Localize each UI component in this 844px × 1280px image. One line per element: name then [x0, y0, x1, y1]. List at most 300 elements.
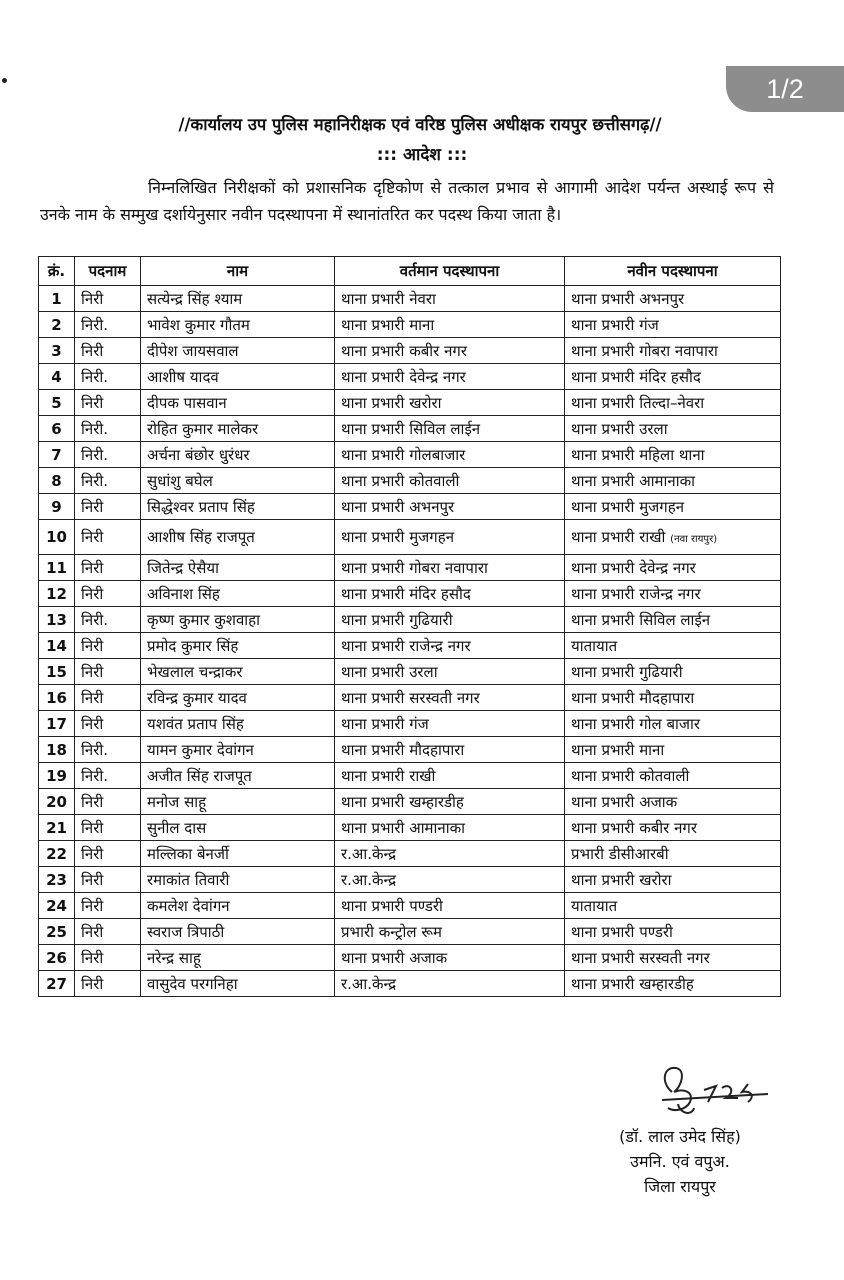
posting-note: (नवा रायपुर) [670, 534, 718, 545]
name-cell-text: भावेश कुमार गौतम [147, 315, 250, 334]
new-posting-cell [565, 442, 781, 468]
current-posting-cell-text: थाना प्रभारी मुजगहन [341, 528, 455, 546]
current-posting-cell [335, 945, 565, 971]
new-posting-cell-text: यातायात [571, 636, 618, 655]
serial-cell-text: 22 [46, 844, 67, 863]
name-cell [141, 815, 335, 841]
rank-cell [75, 893, 141, 919]
serial-cell-text: 27 [46, 974, 67, 993]
rank-cell [75, 468, 141, 494]
new-posting-cell-text: थाना प्रभारी अजाक [571, 792, 678, 811]
new-posting-cell [565, 841, 781, 867]
rank-cell [75, 685, 141, 711]
rank-cell-text: निरी [81, 341, 104, 360]
serial-cell [39, 555, 75, 581]
rank-cell [75, 312, 141, 338]
name-cell [141, 919, 335, 945]
rank-cell [75, 815, 141, 841]
rank-cell-text: निरी [81, 896, 104, 915]
rank-cell-text: निरी [81, 714, 104, 733]
table-row [39, 893, 781, 919]
table-row [39, 520, 781, 555]
current-posting-cell [335, 737, 565, 763]
rank-cell-text: निरी. [81, 740, 108, 759]
name-cell [141, 286, 335, 312]
serial-cell [39, 737, 75, 763]
table-row [39, 841, 781, 867]
name-cell [141, 763, 335, 789]
rank-cell [75, 763, 141, 789]
serial-cell-text: 5 [51, 393, 62, 412]
signatory-district: जिला रायपुर [644, 1177, 716, 1196]
name-cell-text: सुनील दास [147, 818, 207, 837]
serial-cell [39, 893, 75, 919]
serial-cell-text: 6 [51, 419, 62, 438]
current-posting-cell [335, 763, 565, 789]
name-cell-text: सत्येन्द्र सिंह श्याम [147, 289, 243, 308]
name-cell [141, 659, 335, 685]
serial-cell-text: 7 [51, 445, 62, 464]
name-cell [141, 581, 335, 607]
table-row [39, 971, 781, 997]
table-row [39, 711, 781, 737]
rank-cell-text: निरी [81, 844, 104, 863]
serial-cell-text: 12 [46, 584, 67, 603]
serial-cell [39, 711, 75, 737]
current-posting-cell [335, 555, 565, 581]
current-posting-cell-text: थाना प्रभारी उरला [341, 662, 438, 681]
table-row [39, 390, 781, 416]
new-posting-cell [565, 815, 781, 841]
table-row [39, 338, 781, 364]
rank-cell [75, 286, 141, 312]
current-posting-cell-text: थाना प्रभारी पण्डरी [341, 896, 443, 915]
current-posting-cell [335, 442, 565, 468]
current-posting-cell-text: थाना प्रभारी नेवरा [341, 289, 436, 308]
new-posting-cell [565, 659, 781, 685]
current-posting-cell [335, 607, 565, 633]
new-posting-cell-text: थाना प्रभारी पण्डरी [571, 922, 673, 941]
rank-cell-text: निरी [81, 792, 104, 811]
transfer-table [38, 256, 781, 997]
name-cell-text: दीपक पासवान [147, 393, 227, 412]
name-cell-text: आशीष यादव [147, 367, 219, 386]
new-posting-cell-text: थाना प्रभारी कबीर नगर [571, 818, 697, 837]
current-posting-cell [335, 364, 565, 390]
serial-cell-text: 17 [46, 714, 67, 733]
new-posting-cell-text: थाना प्रभारी आमानाका [571, 471, 696, 490]
serial-cell-text: 19 [46, 766, 67, 785]
name-cell-text: भेखलाल चन्द्राकर [147, 662, 243, 681]
rank-cell-text: निरी [81, 636, 104, 655]
name-cell [141, 555, 335, 581]
table-row [39, 763, 781, 789]
new-posting-cell-text: थाना प्रभारी गुढियारी [571, 662, 683, 681]
name-cell-text: यामन कुमार देवांगन [147, 740, 254, 759]
new-posting-cell-text: थाना प्रभारी मंदिर हसौद [571, 367, 701, 386]
name-cell-text: अजीत सिंह राजपूत [147, 766, 252, 785]
new-posting-cell-text: थाना प्रभारी मौदहापारा [571, 688, 695, 707]
name-cell-text: यशवंत प्रताप सिंह [147, 714, 244, 733]
name-cell [141, 841, 335, 867]
new-posting-cell [565, 520, 781, 555]
current-posting-cell [335, 581, 565, 607]
rank-cell [75, 867, 141, 893]
current-posting-cell [335, 520, 565, 555]
serial-cell-text: 21 [46, 818, 67, 837]
new-posting-cell-text: थाना प्रभारी गोल बाजार [571, 714, 701, 733]
current-posting-cell-text: थाना प्रभारी गोबरा नवापारा [341, 558, 488, 577]
serial-cell [39, 659, 75, 685]
rank-cell [75, 520, 141, 555]
current-posting-cell-text: थाना प्रभारी गंज [341, 714, 429, 733]
new-posting-cell-text: थाना प्रभारी गंज [571, 315, 659, 334]
current-posting-cell-text: थाना प्रभारी खम्हारडीह [341, 792, 464, 811]
serial-cell [39, 442, 75, 468]
name-cell [141, 685, 335, 711]
table-row [39, 416, 781, 442]
name-cell [141, 737, 335, 763]
name-cell-text: जितेन्द्र ऐसैया [147, 558, 219, 577]
current-posting-cell-text: थाना प्रभारी राजेन्द्र नगर [341, 636, 471, 655]
new-posting-cell [565, 468, 781, 494]
new-posting-cell-text: थाना प्रभारी देवेन्द्र नगर [571, 558, 696, 577]
serial-cell [39, 919, 75, 945]
new-posting-cell [565, 390, 781, 416]
new-posting-cell [565, 364, 781, 390]
serial-cell [39, 390, 75, 416]
name-cell-text: कमलेश देवांगन [147, 896, 230, 915]
serial-cell-text: 24 [46, 896, 67, 915]
name-cell-text: वासुदेव परगनिहा [147, 974, 238, 993]
new-posting-cell-text: थाना प्रभारी तिल्दा–नेवरा [571, 393, 705, 412]
current-posting-cell-text: थाना प्रभारी आमानाका [341, 818, 466, 837]
new-posting-cell-text: थाना प्रभारी राखी [571, 528, 666, 546]
rank-cell [75, 919, 141, 945]
new-posting-cell-text: थाना प्रभारी खरोरा [571, 870, 672, 889]
table-row [39, 364, 781, 390]
rank-cell [75, 442, 141, 468]
table-row [39, 919, 781, 945]
current-posting-cell [335, 789, 565, 815]
serial-cell-text: 25 [46, 922, 67, 941]
current-posting-cell [335, 711, 565, 737]
order-title: ::: आदेश ::: [376, 145, 468, 165]
name-cell-text: दीपेश जायसवाल [147, 341, 239, 360]
serial-cell-text: 26 [46, 948, 67, 967]
table-body [39, 286, 781, 997]
rank-cell-text: निरी [81, 662, 104, 681]
new-posting-cell-text: थाना प्रभारी सिविल लाईन [571, 610, 711, 629]
table-row [39, 789, 781, 815]
serial-cell [39, 416, 75, 442]
header-new-posting: नवीन पदस्थापना [565, 257, 781, 286]
signatory-name: (डॉ. लाल उमेद सिंह) [619, 1127, 741, 1146]
rank-cell [75, 364, 141, 390]
header-name: नाम [141, 257, 335, 286]
name-cell-text: रमाकांत तिवारी [147, 870, 230, 889]
name-cell [141, 338, 335, 364]
serial-cell [39, 685, 75, 711]
serial-cell-text: 1 [51, 289, 62, 308]
rank-cell-text: निरी [81, 584, 104, 603]
current-posting-cell-text: थाना प्रभारी सरस्वती नगर [341, 688, 480, 707]
current-posting-cell-text: थाना प्रभारी अजाक [341, 948, 448, 967]
rank-cell-text: निरी [81, 974, 104, 993]
table-row [39, 607, 781, 633]
name-cell [141, 893, 335, 919]
new-posting-cell [565, 919, 781, 945]
rank-cell [75, 789, 141, 815]
serial-cell-text: 20 [46, 792, 67, 811]
new-posting-cell-text: थाना प्रभारी महिला थाना [571, 445, 705, 464]
serial-cell-text: 10 [46, 528, 67, 546]
new-posting-cell [565, 555, 781, 581]
office-heading: //कार्यालय उप पुलिस महानिरीक्षक एवं वरिष्ठ पुलिस अधीक्षक रायपुर छत्तीसगढ़// [178, 115, 662, 134]
rank-cell-text: निरी. [81, 367, 108, 386]
name-cell [141, 789, 335, 815]
serial-cell [39, 494, 75, 520]
rank-cell [75, 390, 141, 416]
current-posting-cell [335, 286, 565, 312]
current-posting-cell-text: थाना प्रभारी कोतवाली [341, 471, 460, 490]
current-posting-cell [335, 312, 565, 338]
current-posting-cell-text: थाना प्रभारी मौदहापारा [341, 740, 465, 759]
current-posting-cell [335, 633, 565, 659]
serial-cell-text: 14 [46, 636, 67, 655]
serial-cell [39, 763, 75, 789]
serial-cell-text: 11 [46, 558, 67, 577]
table-row [39, 442, 781, 468]
name-cell [141, 711, 335, 737]
rank-cell-text: निरी. [81, 445, 108, 464]
new-posting-cell [565, 338, 781, 364]
name-cell-text: रविन्द्र कुमार यादव [147, 688, 247, 707]
rank-cell-text: निरी. [81, 766, 108, 785]
current-posting-cell-text: थाना प्रभारी राखी [341, 766, 436, 785]
serial-cell-text: 23 [46, 870, 67, 889]
table-row [39, 633, 781, 659]
current-posting-cell-text: र.आ.केन्द्र [341, 844, 397, 863]
table-row [39, 867, 781, 893]
serial-cell-text: 9 [51, 497, 62, 516]
current-posting-cell-text: थाना प्रभारी गुढियारी [341, 610, 453, 629]
current-posting-cell [335, 390, 565, 416]
serial-cell [39, 520, 75, 555]
new-posting-cell-text: थाना प्रभारी माना [571, 740, 665, 759]
new-posting-cell [565, 416, 781, 442]
current-posting-cell [335, 841, 565, 867]
serial-cell-text: 18 [46, 740, 67, 759]
rank-cell [75, 841, 141, 867]
header-rank: पदनाम [75, 257, 141, 286]
new-posting-cell [565, 607, 781, 633]
new-posting-cell-text: थाना प्रभारी उरला [571, 419, 668, 438]
new-posting-cell [565, 867, 781, 893]
current-posting-cell [335, 971, 565, 997]
rank-cell [75, 338, 141, 364]
new-posting-cell [565, 789, 781, 815]
name-cell-text: आशीष सिंह राजपूत [147, 528, 255, 546]
serial-cell-text: 16 [46, 688, 67, 707]
rank-cell [75, 971, 141, 997]
current-posting-cell [335, 919, 565, 945]
rank-cell-text: निरी [81, 818, 104, 837]
name-cell [141, 971, 335, 997]
rank-cell-text: निरी [81, 393, 104, 412]
current-posting-cell [335, 468, 565, 494]
name-cell [141, 364, 335, 390]
new-posting-cell-text: थाना प्रभारी राजेन्द्र नगर [571, 584, 701, 603]
new-posting-cell [565, 763, 781, 789]
name-cell-text: सिद्धेश्वर प्रताप सिंह [147, 497, 255, 516]
rank-cell [75, 945, 141, 971]
serial-cell-text: 4 [51, 367, 62, 386]
serial-cell-text: 2 [51, 315, 62, 334]
rank-cell [75, 555, 141, 581]
current-posting-cell-text: र.आ.केन्द्र [341, 974, 397, 993]
serial-cell [39, 945, 75, 971]
signatory-block [560, 1124, 800, 1199]
serial-cell [39, 789, 75, 815]
serial-cell [39, 971, 75, 997]
new-posting-cell [565, 494, 781, 520]
rank-cell-text: निरी. [81, 610, 108, 629]
header-serial: क्रं. [39, 257, 75, 286]
serial-cell-text: 3 [51, 341, 62, 360]
table-row [39, 581, 781, 607]
serial-cell-text: 8 [51, 471, 62, 490]
rank-cell-text: निरी. [81, 315, 108, 334]
rank-cell [75, 581, 141, 607]
new-posting-cell-text: यातायात [571, 896, 618, 915]
serial-cell [39, 338, 75, 364]
new-posting-cell-text: थाना प्रभारी कोतवाली [571, 766, 690, 785]
name-cell [141, 312, 335, 338]
serial-cell-text: 15 [46, 662, 67, 681]
table-row [39, 312, 781, 338]
serial-cell [39, 841, 75, 867]
new-posting-cell [565, 945, 781, 971]
serial-cell [39, 312, 75, 338]
current-posting-cell [335, 416, 565, 442]
name-cell [141, 607, 335, 633]
rank-cell-text: निरी [81, 688, 104, 707]
name-cell [141, 494, 335, 520]
table-row [39, 685, 781, 711]
current-posting-cell-text: थाना प्रभारी खरोरा [341, 393, 442, 412]
current-posting-cell-text: थाना प्रभारी देवेन्द्र नगर [341, 367, 466, 386]
current-posting-cell-text: थाना प्रभारी सिविल लाईन [341, 419, 481, 438]
current-posting-cell-text: थाना प्रभारी अभनपुर [341, 497, 455, 516]
new-posting-cell [565, 685, 781, 711]
rank-cell-text: निरी [81, 922, 104, 941]
current-posting-cell-text: थाना प्रभारी माना [341, 315, 435, 334]
serial-cell [39, 364, 75, 390]
name-cell-text: कृष्ण कुमार कुशवाहा [147, 610, 261, 629]
name-cell-text: मल्लिका बेनर्जी [147, 844, 229, 863]
current-posting-cell-text: थाना प्रभारी गोलबाजार [341, 445, 466, 464]
rank-cell-text: निरी [81, 497, 104, 516]
page-count-badge: 1/2 [726, 66, 844, 112]
serial-cell [39, 815, 75, 841]
rank-cell [75, 737, 141, 763]
current-posting-cell [335, 867, 565, 893]
new-posting-cell-text: प्रभारी डीसीआरबी [571, 844, 669, 863]
current-posting-cell [335, 494, 565, 520]
name-cell [141, 945, 335, 971]
serial-cell-text: 13 [46, 610, 67, 629]
name-cell [141, 633, 335, 659]
new-posting-cell [565, 581, 781, 607]
name-cell-text: नरेन्द्र साहू [147, 948, 201, 967]
rank-cell-text: निरी [81, 528, 104, 546]
new-posting-cell [565, 737, 781, 763]
rank-cell-text: निरी [81, 948, 104, 967]
name-cell [141, 867, 335, 893]
rank-cell [75, 633, 141, 659]
name-cell-text: रोहित कुमार मालेकर [147, 419, 259, 438]
new-posting-cell [565, 286, 781, 312]
table-row [39, 555, 781, 581]
current-posting-cell-text: थाना प्रभारी मंदिर हसौद [341, 584, 471, 603]
rank-cell [75, 607, 141, 633]
new-posting-cell [565, 971, 781, 997]
rank-cell [75, 416, 141, 442]
table-row [39, 286, 781, 312]
current-posting-cell [335, 815, 565, 841]
name-cell-text: मनोज साहू [147, 792, 207, 811]
name-cell [141, 390, 335, 416]
table-header-row [39, 257, 781, 286]
serial-cell [39, 468, 75, 494]
name-cell [141, 520, 335, 555]
new-posting-cell [565, 633, 781, 659]
rank-cell-text: निरी. [81, 419, 108, 438]
rank-cell-text: निरी [81, 558, 104, 577]
new-posting-cell-text: थाना प्रभारी अभनपुर [571, 289, 685, 308]
serial-cell [39, 286, 75, 312]
scan-dot [2, 78, 7, 83]
serial-cell [39, 867, 75, 893]
table-row [39, 468, 781, 494]
current-posting-cell-text: थाना प्रभारी कबीर नगर [341, 341, 467, 360]
rank-cell-text: निरी [81, 870, 104, 889]
table-row [39, 815, 781, 841]
serial-cell [39, 607, 75, 633]
new-posting-cell [565, 711, 781, 737]
new-posting-cell [565, 312, 781, 338]
current-posting-cell [335, 893, 565, 919]
table-row [39, 945, 781, 971]
table-row [39, 737, 781, 763]
new-posting-cell-text: थाना प्रभारी गोबरा नवापारा [571, 341, 718, 360]
intro-paragraph: निम्नलिखित निरीक्षकों को प्रशासनिक दृष्टिकोण से तत्काल प्रभाव से आगामी आदेश पर्यन्त अस्थाई रूप से उनके नाम के सम्मुख दर्शायेनुसार नवीन पदस्थापना में स्थानांतरित कर पदस्थ किया जाता है। [40, 178, 774, 224]
name-cell-text: स्वराज त्रिपाठी [147, 922, 225, 941]
rank-cell [75, 494, 141, 520]
header-current-posting: वर्तमान पदस्थापना [335, 257, 565, 286]
name-cell-text: अर्चना बंछोर धुरंधर [147, 445, 250, 464]
new-posting-cell-text: थाना प्रभारी मुजगहन [571, 497, 685, 516]
new-posting-cell [565, 893, 781, 919]
new-posting-cell-text: थाना प्रभारी खम्हारडीह [571, 974, 694, 993]
current-posting-cell-text: र.आ.केन्द्र [341, 870, 397, 889]
rank-cell [75, 711, 141, 737]
name-cell-text: अविनाश सिंह [147, 584, 220, 603]
rank-cell [75, 659, 141, 685]
handwritten-signature [650, 1062, 780, 1120]
signatory-designation: उमनि. एवं वपुअ. [630, 1152, 730, 1171]
